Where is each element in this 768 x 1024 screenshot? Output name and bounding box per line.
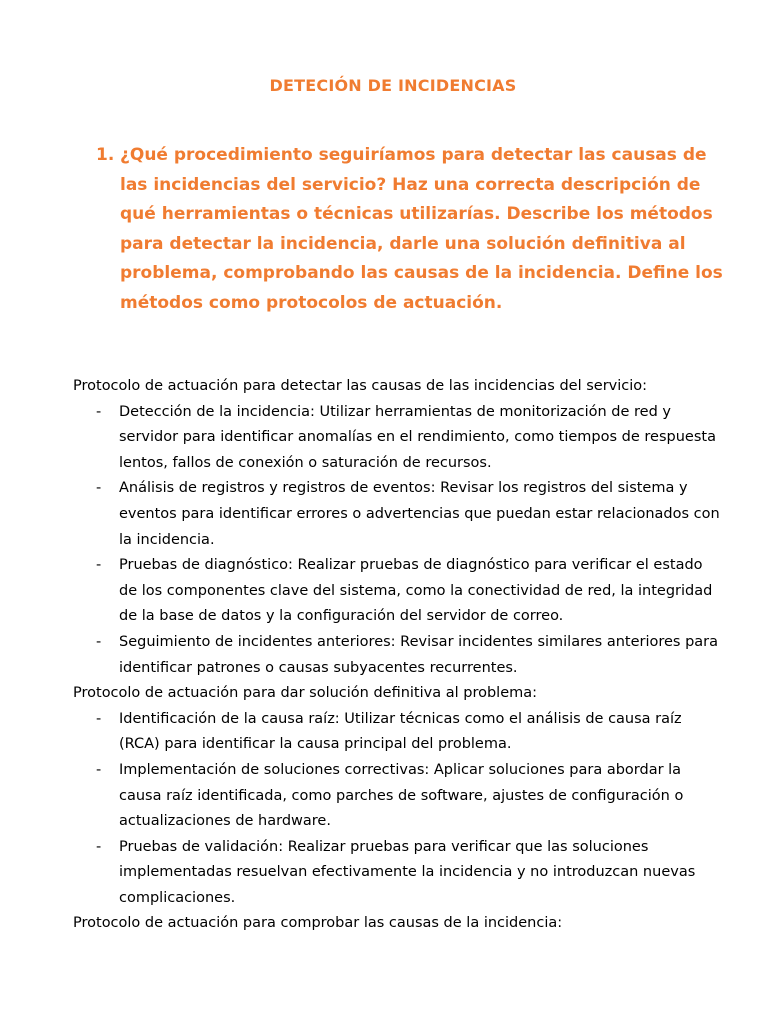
list-item-text: Análisis de registros y registros de eventos: Revisar los registros del sistema y eventos para identificar errores o advertencias que puedan estar relacionados con la incidencia. xyxy=(119,480,720,548)
section-list xyxy=(73,707,723,912)
section-intro: Protocolo de actuación para dar solución definitiva al problema: xyxy=(73,685,538,702)
list-item xyxy=(73,758,723,835)
list-item-text: Seguimiento de incidentes anteriores: Revisar incidentes similares anteriores para identificar patrones o causas subyacentes recurrentes. xyxy=(119,633,719,676)
list-marker: - xyxy=(96,761,102,778)
list-item-text: Pruebas de diagnóstico: Realizar pruebas de diagnóstico para verificar el estado de los componentes clave del sistema, como la conectividad de red, la integridad de la base de datos y la configuración del servidor de correo. xyxy=(119,557,713,625)
list-item xyxy=(73,707,723,758)
section-intro: Protocolo de actuación para detectar las causas de las incidencias del servicio: xyxy=(73,378,648,394)
list-marker: - xyxy=(96,480,102,497)
section-intro: Protocolo de actuación para comprobar las causas de la incidencia: xyxy=(73,915,563,932)
question-number: 1. xyxy=(96,145,115,165)
question-text: ¿Qué procedimiento seguiríamos para detectar las causas de las incidencias del servicio? Haz una correcta descripción de qué herramientas o técnicas utilizarías. Describe los métodos para detectar la incidencia, darle una solución definitiva al problema, comprobando las causas de la incidencia. Define los métodos como protocolos de actuación. xyxy=(120,145,723,313)
list-item-text: Implementación de soluciones correctivas: Aplicar soluciones para abordar la causa raíz identificada, como parches de software, ajustes de configuración o actualizaciones de hardware. xyxy=(119,761,684,830)
list-marker: - xyxy=(96,557,102,574)
list-item-text: Pruebas de validación: Realizar pruebas para verificar que las soluciones implementadas resuelvan efectivamente la incidencia y no introduzcan nuevas complicaciones. xyxy=(119,838,696,906)
question-1 xyxy=(96,141,726,319)
list-item xyxy=(73,835,723,912)
list-item-text: Identificación de la causa raíz: Utilizar técnicas como el análisis de causa raíz (RCA) para identificar la causa principal del problema. xyxy=(119,710,682,753)
list-marker: - xyxy=(96,403,102,420)
list-item xyxy=(73,476,723,553)
list-marker: - xyxy=(96,838,102,855)
list-marker: - xyxy=(96,633,102,650)
list-item-text: Detección de la incidencia: Utilizar herramientas de monitorización de red y servidor para identificar anomalías en el rendimiento, como tiempos de respuesta lentos, fallos de conexión o saturación de recursos. xyxy=(119,403,716,471)
list-item xyxy=(73,553,723,630)
list-marker: - xyxy=(96,710,102,727)
document-title: DETECIÓN DE INCIDENCIAS xyxy=(269,76,517,95)
answer-body xyxy=(73,374,723,937)
section-list xyxy=(73,400,723,682)
list-item xyxy=(73,630,723,681)
list-item xyxy=(73,400,723,477)
